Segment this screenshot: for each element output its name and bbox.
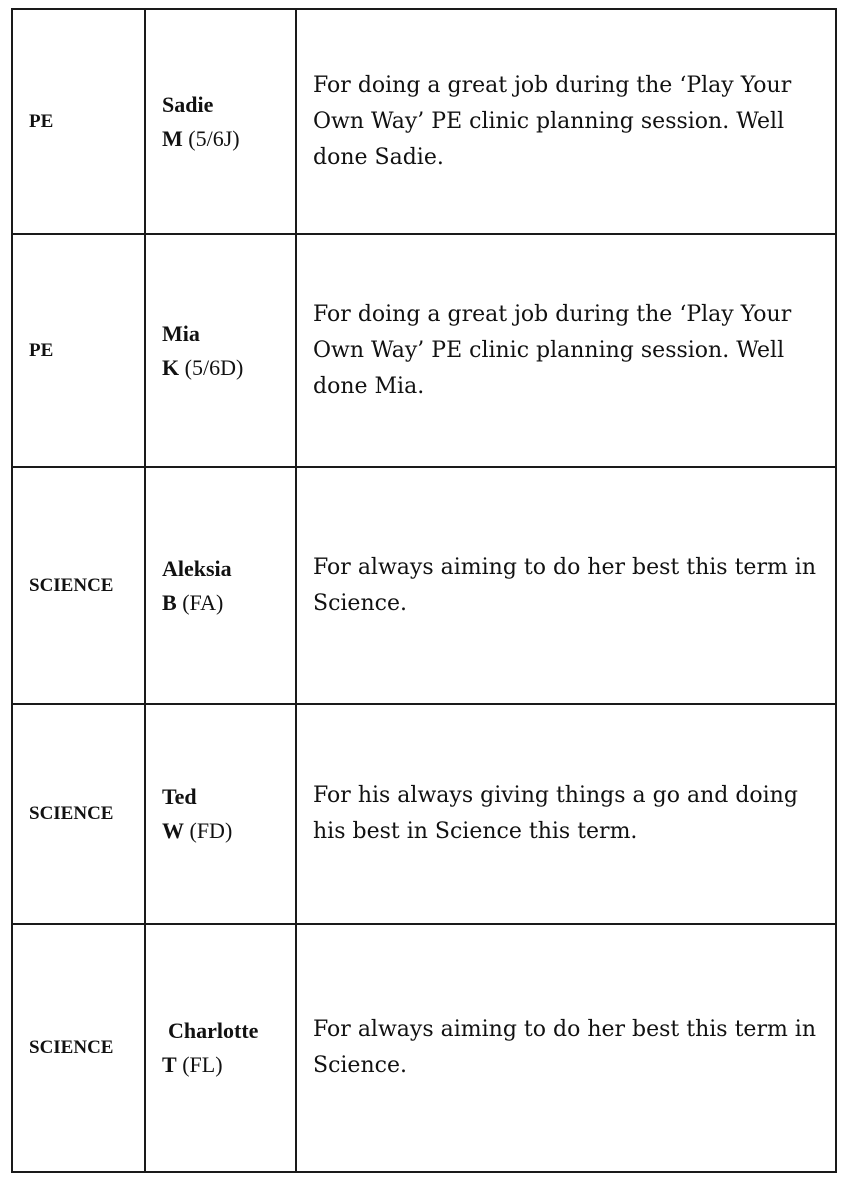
student-first-name: Sadie [162, 91, 214, 117]
student-first-name: Mia [162, 320, 200, 346]
student-name-cell [145, 9, 296, 234]
student-first-name: Charlotte [168, 1018, 259, 1043]
student-class: (5/6J) [188, 125, 240, 151]
subject-cell: SCIENCE [12, 924, 145, 1172]
student-name-cell [145, 704, 296, 924]
student-first-name: Ted [162, 784, 197, 809]
student-surname-initial: W [162, 818, 184, 843]
award-row [12, 9, 836, 234]
student-class: (FL) [182, 1052, 223, 1077]
award-reason-text: For always aiming to do her best this term in Science. [313, 554, 817, 616]
student-name-cell [145, 467, 296, 704]
award-row [12, 234, 836, 467]
award-reason-cell [296, 704, 836, 924]
award-reason-cell [296, 467, 836, 704]
student-surname-initial: K [162, 354, 180, 380]
award-reason-cell [296, 924, 836, 1172]
award-row [12, 704, 836, 924]
subject-cell: SCIENCE [12, 704, 145, 924]
subject-cell: PE [12, 234, 145, 467]
awards-table [11, 8, 837, 1173]
award-reason-text: For his always giving things a go and doing his best in Science this term. [313, 783, 798, 844]
award-row [12, 467, 836, 704]
award-reason-text: For always aiming to do her best this term in Science. [313, 1017, 817, 1078]
student-first-name: Aleksia [162, 555, 232, 581]
student-surname-initial: T [162, 1052, 177, 1077]
subject-cell: SCIENCE [12, 467, 145, 704]
award-reason-text: For doing a great job during the ‘Play Your Own Way’ PE clinic planning session. Well done Sadie. [313, 72, 792, 170]
student-class: (FA) [182, 589, 224, 615]
student-class: (5/6D) [184, 354, 244, 380]
student-surname-initial: M [162, 125, 183, 151]
subject-cell: PE [12, 9, 145, 234]
award-reason-text: For doing a great job during the ‘Play Your Own Way’ PE clinic planning session. Well done Mia. [313, 301, 792, 399]
award-reason-cell [296, 234, 836, 467]
student-name-cell [145, 924, 296, 1172]
student-surname-initial: B [162, 589, 177, 615]
award-row [12, 924, 836, 1172]
student-class: (FD) [189, 818, 233, 843]
award-reason-cell [296, 9, 836, 234]
student-name-cell [145, 234, 296, 467]
